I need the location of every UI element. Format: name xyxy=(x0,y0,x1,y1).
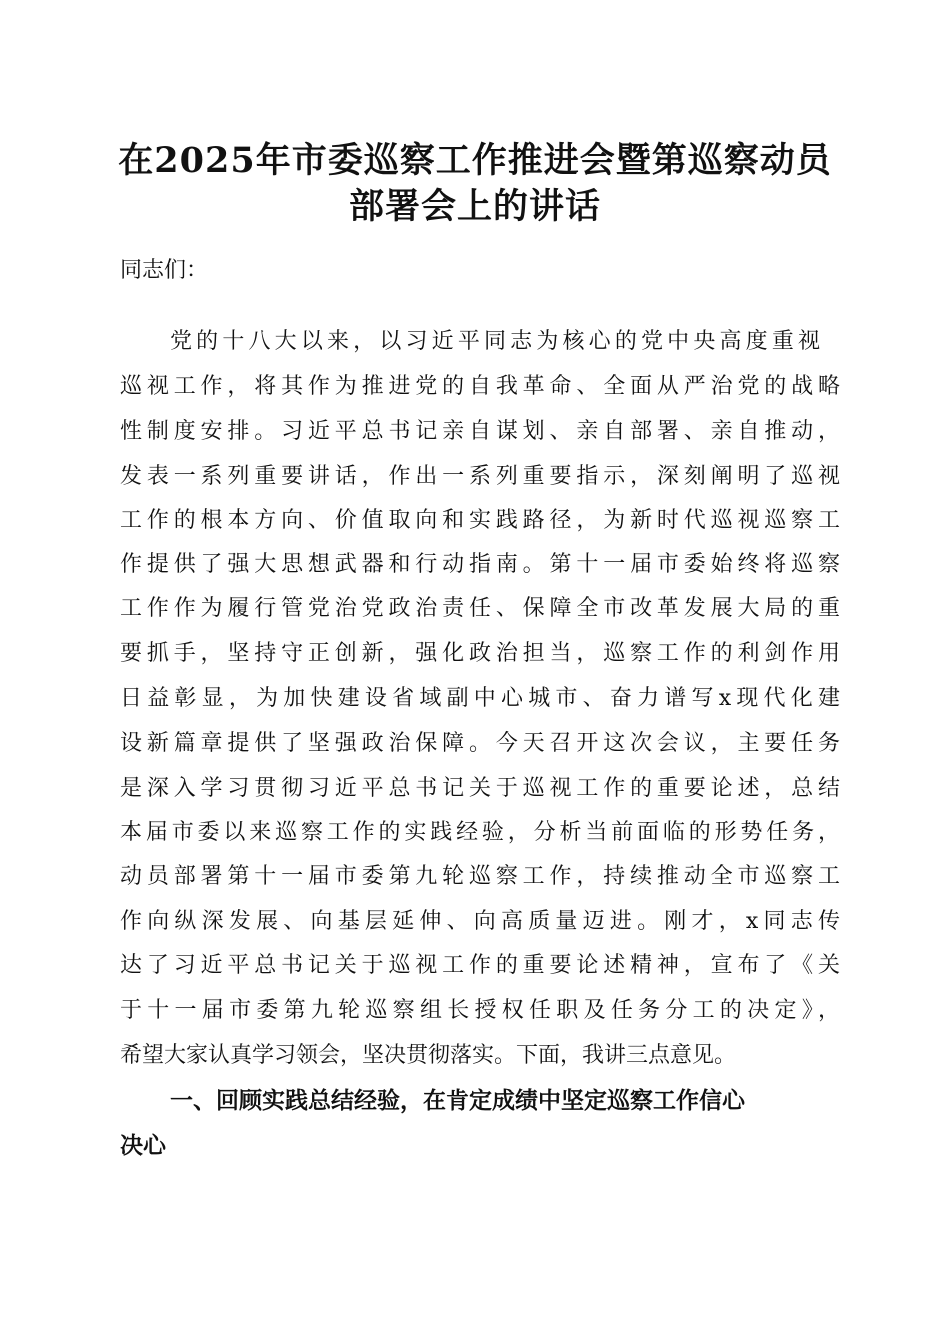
paragraph-line: 是深入学习贯彻习近平总书记关于巡视工作的重要论述，总结 xyxy=(120,776,840,801)
paragraph-line: 巡视工作，将其作为推进党的自我革命、全面从严治党的战略 xyxy=(120,374,840,399)
salutation: 同志们： xyxy=(120,258,209,283)
paragraph-line: 作向纵深发展、向基层延伸、向高质量迈进。刚才，x同志传 xyxy=(120,909,840,934)
paragraph-line: 于十一届市委第九轮巡察组长授权任职及任务分工的决定》， xyxy=(120,998,840,1023)
paragraph-line: 希望大家认真学习领会，坚决贯彻落实。下面，我讲三点意见。 xyxy=(120,1043,737,1068)
paragraph-line: 日益彰显，为加快建设省域副中心城市、奋力谱写x现代化建 xyxy=(120,686,840,711)
paragraph-line: 达了习近平总书记关于巡视工作的重要论述精神，宣布了《关 xyxy=(120,953,840,978)
paragraph-line: 动员部署第十一届市委第九轮巡察工作，持续推动全市巡察工 xyxy=(120,864,840,889)
document-title-line-2: 部署会上的讲话 xyxy=(348,186,601,227)
paragraph-line: 要抓手，坚持守正创新，强化政治担当，巡察工作的利剑作用 xyxy=(120,641,840,666)
paragraph-line: 党的十八大以来，以习近平同志为核心的党中央高度重视 xyxy=(170,329,820,354)
paragraph-line: 设新篇章提供了坚强政治保障。今天召开这次会议，主要任务 xyxy=(120,731,840,756)
paragraph-line: 作提供了强大思想武器和行动指南。第十一届市委始终将巡察 xyxy=(120,552,840,577)
paragraph-line: 工作的根本方向、价值取向和实践路径，为新时代巡视巡察工 xyxy=(120,508,840,533)
paragraph-line: 性制度安排。习近平总书记亲自谋划、亲自部署、亲自推动， xyxy=(120,419,840,444)
section-heading-line-1: 一、回顾实践总结经验，在肯定成绩中坚定巡察工作信心 xyxy=(170,1088,745,1114)
paragraph-line: 工作作为履行管党治党政治责任、保障全市改革发展大局的重 xyxy=(120,596,840,621)
document-title-line-1: 在2025年市委巡察工作推进会暨第巡察动员 xyxy=(118,140,832,181)
paragraph-line: 发表一系列重要讲话，作出一系列重要指示，深刻阐明了巡视 xyxy=(120,464,840,489)
paragraph-line: 本届市委以来巡察工作的实践经验，分析当前面临的形势任务， xyxy=(120,820,840,845)
section-heading-line-2: 决心 xyxy=(120,1133,166,1159)
